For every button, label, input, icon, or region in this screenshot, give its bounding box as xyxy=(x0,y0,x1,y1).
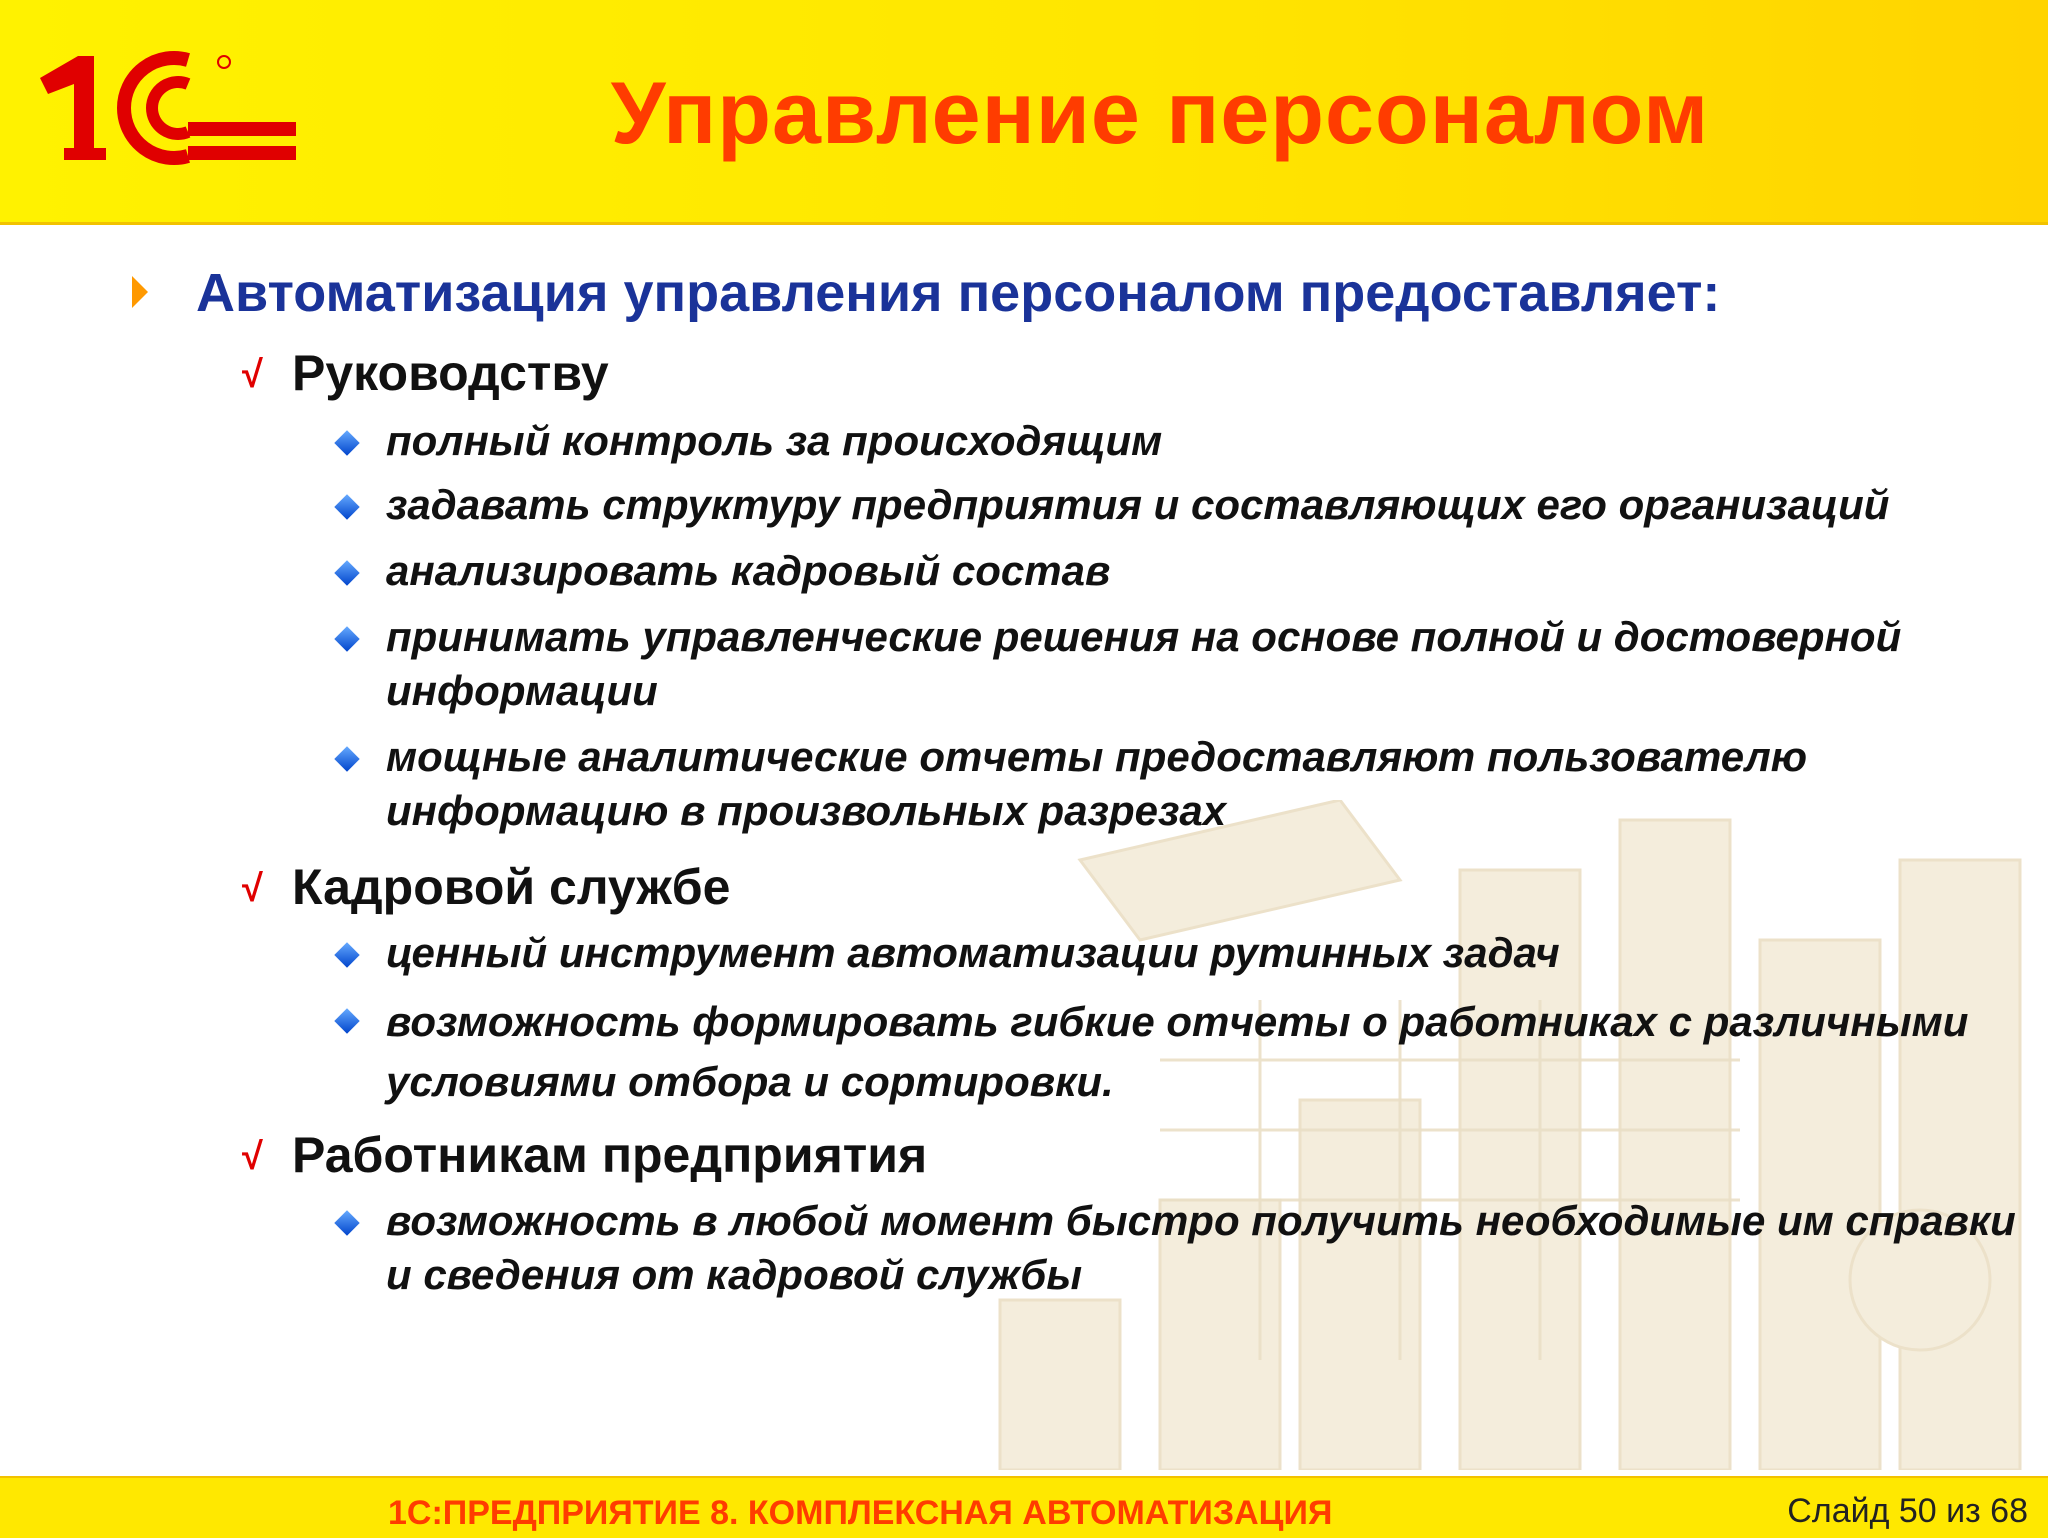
slide-title: Управление персоналом xyxy=(610,63,1710,162)
list-item: возможность в любой момент быстро получить необходимые им справки и сведения от кадровой службы xyxy=(386,1197,2016,1298)
orange-arrow-icon xyxy=(132,276,148,308)
group-label: Работникам предприятия xyxy=(292,1127,928,1183)
group-label: Кадровой службе xyxy=(292,859,731,915)
list-item: анализировать кадровый состав xyxy=(386,547,1111,594)
slide-header xyxy=(0,0,2048,225)
footer-text: 1С:ПРЕДПРИЯТИЕ 8. КОМПЛЕКСНАЯ АВТОМАТИЗАЦИЯ xyxy=(388,1494,1333,1532)
1c-logo xyxy=(38,48,300,168)
blue-diamond-icon xyxy=(334,430,359,455)
blue-diamond-icon xyxy=(334,560,359,585)
list-item: задавать структуру предприятия и составляющих его организаций xyxy=(386,481,1890,528)
list-item: мощные аналитические отчеты предоставляют пользователю информацию в произвольных разрезах xyxy=(386,733,1808,834)
blue-diamond-icon xyxy=(334,626,359,651)
main-heading: Автоматизация управления персоналом предоставляет: xyxy=(196,263,1721,323)
group-label: Руководству xyxy=(292,345,609,401)
list-item: ценный инструмент автоматизации рутинных задач xyxy=(386,929,1560,976)
blue-diamond-icon xyxy=(334,1210,359,1235)
slide-number: Слайд 50 из 68 xyxy=(1787,1492,2028,1530)
blue-diamond-icon xyxy=(334,494,359,519)
background-watermark xyxy=(980,800,2048,1470)
slide-footer xyxy=(0,1476,2048,1538)
list-item: полный контроль за происходящим xyxy=(386,417,1163,464)
blue-diamond-icon xyxy=(334,1008,359,1033)
list-item: принимать управленческие решения на основе полной и достоверной информации xyxy=(386,613,1902,714)
blue-diamond-icon xyxy=(334,746,359,771)
red-checkmark-icon: √ xyxy=(242,1136,263,1178)
red-checkmark-icon: √ xyxy=(242,354,263,396)
blue-diamond-icon xyxy=(334,942,359,967)
list-item: возможность формировать гибкие отчеты о работниках с различными условиями отбора и сортировки. xyxy=(386,998,1969,1105)
red-checkmark-icon: √ xyxy=(242,868,263,910)
